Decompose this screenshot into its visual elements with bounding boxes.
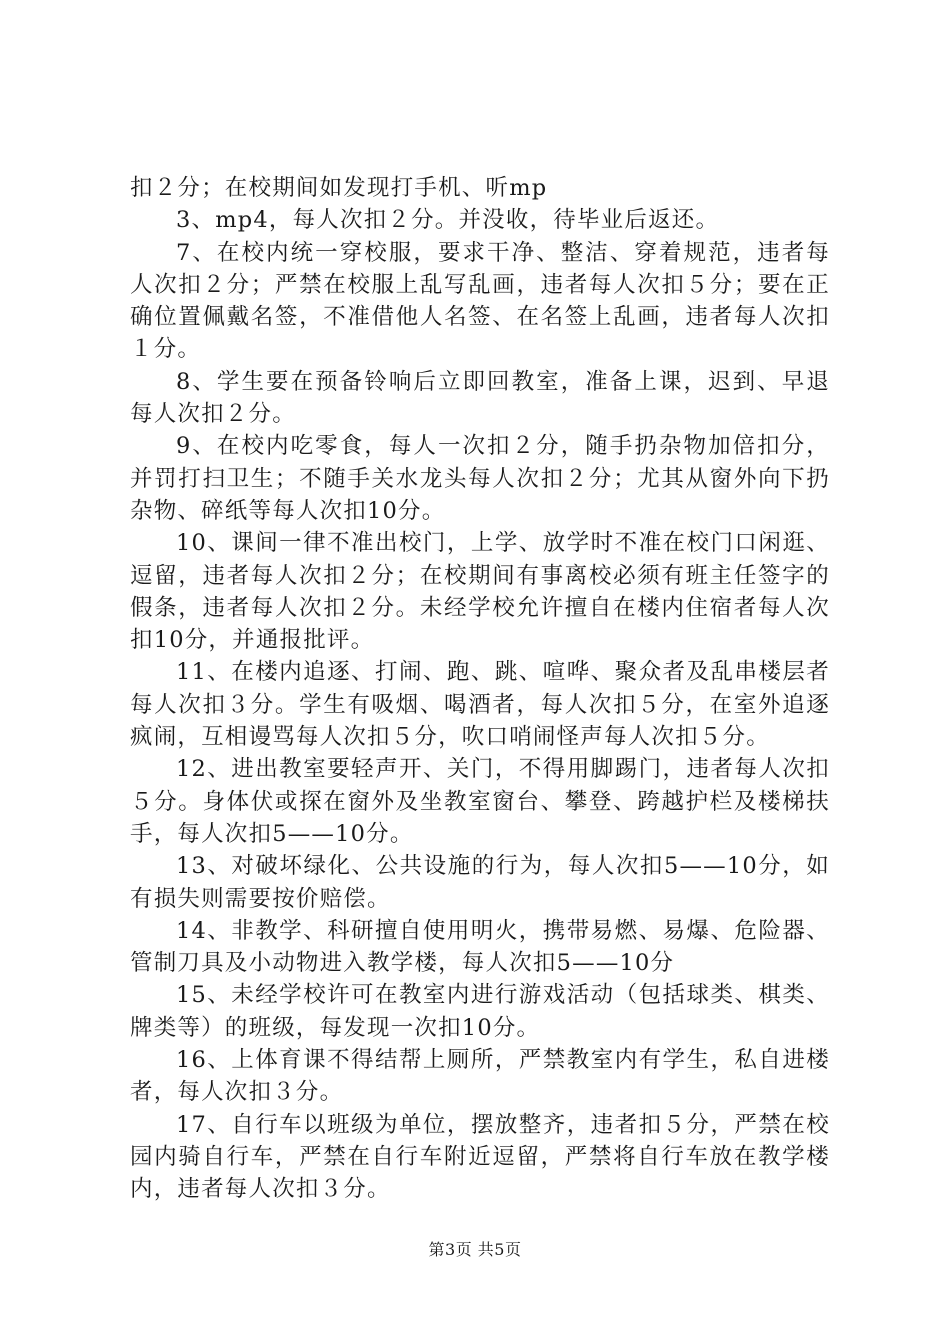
paragraph-rule-3: 3、mp4，每人次扣２分。并没收，待毕业后返还。: [176, 207, 720, 234]
paragraph-rule-11: 11、在楼内追逐、打闹、跑、跳、喧哗、聚众者及乱串楼层者每人次扣３分。学生有吸烟、喝酒者，每人次扣５分，在室外追逐疯闹，互相谩骂每人次扣５分，吹口哨闹怪声每人次扣５分。: [130, 659, 830, 751]
paragraph-continuation: 扣２分；在校期间如发现打手机、听mp: [130, 175, 548, 201]
paragraph-rule-7: 7、在校内统一穿校服，要求干净、整洁、穿着规范，违者每人次扣２分；严禁在校服上乱写乱画，违者每人次扣５分；要在正确位置佩戴名签，不准借他人名签、在名签上乱画，违者每人次扣１分。: [130, 239, 830, 363]
paragraph-rule-14: 14、非教学、科研擅自使用明火，携带易燃、易爆、危险器、管制刀具及小动物进入教学楼，每人次扣5——10分: [130, 917, 830, 977]
page-number-footer: 第3页 共5页: [428, 1240, 522, 1259]
document-body: [130, 172, 830, 1206]
paragraph-rule-15: 15、未经学校许可在教室内进行游戏活动（包括球类、棋类、牌类等）的班级，每发现一次扣10分。: [130, 982, 830, 1041]
paragraph-rule-10: 10、课间一律不准出校门，上学、放学时不准在校门口闲逛、逗留，违者每人次扣２分；在校期间有事离校必须有班主任签字的假条，违者每人次扣２分。未经学校允许擅自在楼内住宿者每人次扣10分，并通报批评。: [130, 530, 830, 654]
paragraph-rule-12: 12、进出教室要轻声开、关门，不得用脚踢门，违者每人次扣５分。身体伏或探在窗外及坐教室窗台、攀登、跨越护栏及楼梯扶手，每人次扣5——10分。: [130, 756, 830, 847]
paragraph-rule-16: 16、上体育课不得结帮上厕所，严禁教室内有学生，私自进楼者，每人次扣３分。: [130, 1047, 830, 1106]
paragraph-rule-9: 9、在校内吃零食，每人一次扣２分，随手扔杂物加倍扣分，并罚打扫卫生；不随手关水龙头每人次扣２分；尤其从窗外向下扔杂物、碎纸等每人次扣10分。: [130, 433, 830, 524]
paragraph-rule-17: 17、自行车以班级为单位，摆放整齐，违者扣５分，严禁在校园内骑自行车，严禁在自行车附近逗留，严禁将自行车放在教学楼内，违者每人次扣３分。: [130, 1111, 830, 1203]
paragraph-rule-8: 8、学生要在预备铃响后立即回教室，准备上课，迟到、早退每人次扣２分。: [130, 368, 830, 428]
paragraph-rule-13: 13、对破坏绿化、公共设施的行为，每人次扣5——10分，如有损失则需要按价赔偿。: [130, 853, 830, 912]
